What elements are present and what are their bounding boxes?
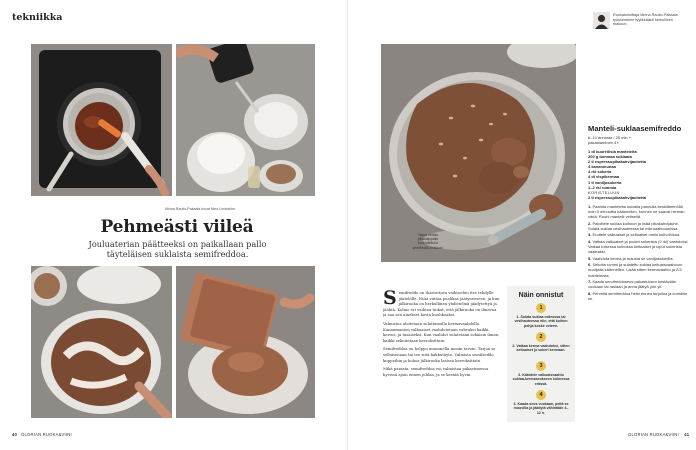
page-number-left: 40 [12,432,18,437]
recipe-title: Manteli-suklaasemifreddo [588,124,682,133]
method-step: 1. Paahda manteleita kuivalla pannulla keskilämmöllä noin 5 minuuttia käännellen, kunnes ne saavat hieman väriä. Rouhi mantelit veitsellä. [588,203,685,220]
deck: Jouluaterian päätteeksi on paikallaan pallo täyteläisen suklaista semifreddoa. [88,239,267,259]
photo-finished-tin [176,266,315,418]
step-number-3: 3 [536,361,546,371]
headline: Pehmeästi viileä [100,217,254,237]
folding-mixture-image [31,266,172,418]
melting-chocolate-image [31,44,172,196]
method-step: 7. Kaada semifreddoseos pakastuksen kestävään vuokaan tai rasiaan ja anna jäätyä yön yli. [588,279,677,290]
ingredient: 4 rkl sokeria [588,169,612,175]
author-avatar [593,12,610,29]
photo-semifreddo-scoops [381,44,576,262]
step-number-4: 4 [536,390,546,400]
folio-left [12,432,72,437]
method-step: 2. Paloittele suklaa kulhoon ja lisää pikakahvijauhe. Sulata suklaa vesihauteessa tai mikroaaltouunissa. [588,220,679,231]
author-bio: Ruokatoimittaja Minna Rautio-Pakaala työskentelee tyylikkäästi herkullisen makuun. [613,13,678,27]
magazine-name-left: GLORIAN RUOKA&VIINI [21,432,72,437]
photo-caption: Tarjoa herkku pikakaljupallo kuorrutettuna semifreddo-makuun. [412,233,444,250]
method-step: 6. Sekoita rommi ja sulatettu suklaa keltuaisvaahtoon nuolijalla käännellen. Lisää sitten kermavaahto ja 2/3 manteleista. [588,262,683,278]
method-list [588,204,690,301]
page-number-right: 41 [684,432,690,437]
ingredient: 1 dl kuorellisia manteleita [588,149,637,154]
photo-folding-mixture [31,266,172,418]
ingredient: 2 tl espressopikakahvijauhetta [588,159,647,165]
whipping-cream-image [176,44,315,196]
recipe-yield: 6–10 annosta / 25 min + pakastaminen 4 t [588,135,632,145]
method-step: 8. Pehmitä semifreddoa hetki ennen tarjoilua ja koristele se. [588,290,688,301]
step-text-1: 1. Sulata suklaa mikrossa tai vesihauteessa niin, että kulhon pohja koske veteen. [514,315,568,328]
folio-right [628,432,689,437]
step-text-4: 4. Kaada seos vuokaan, peitä se muovilla ja jäädytä vähintään 4–12 h. [513,402,569,415]
steps-box [507,286,575,422]
body-paragraph-3: Semifreddoa on helppo muunnella monin tavoin. Tarjoa se sellaisenaan tai tee siitä kakkutäyte. Valmista semifreddo kuppeihin ja kokoa jälkiruoka lasissa kerroksittain. [383,346,496,363]
step-text-3: 3. Kääntele valkuaisvaahto suklaa-kermaseokseen kolmessa erässä. [512,373,570,386]
steps-title: Näin onnistut [518,292,564,299]
section-tag: tekniikka [12,12,63,23]
semifreddo-scoops-image [381,44,576,262]
method-step: 5. Vaahdota kerma ja mausta se vaniljasokerilla. [588,255,674,261]
photo-melting-chocolate [31,44,172,196]
garnish-heading: KORISTELUUN [588,189,620,195]
step-text-2: 2. Vatkaa kerma vaahdoksi, sitten keltuaiset ja sokeri kermaan. [512,344,570,353]
ingredient: 4 dl vispikermaa [588,174,620,180]
recipe [588,124,690,303]
step-number-1: 1 [536,303,546,313]
finished-tin-image [176,266,315,418]
ingredient-list [588,149,690,200]
ingredient: 200 g tummaa suklaata [588,154,632,160]
body-paragraph-4: Mikä parasta, semifreddoa voi valmistaa pakastimessa hyvissä ajoin ennen juhlaa, ja se kestää hyvin. [383,366,489,377]
avatar-image [593,12,610,29]
method-step: 4. Vatkaa valkuaiset ja puolet sokerista (2 rkl) vaahdoksi. Vatkaa toisessa kulhossa keltuaiset ja loput sokerista vaaleaksi. [588,239,689,255]
photo-whipping-cream [176,44,315,196]
step-number-2: 2 [536,332,546,342]
method-step: 3. Erottele valkuaiset ja keltuaiset omiin kulhoihinsa. [588,232,681,238]
ingredient: 1–2 rkl rommia [588,184,617,190]
ingredient: 1 tl vaniljasokeria [588,179,622,185]
garnish-item: 2 tl espressopikakahvijauhetta [588,194,647,200]
ingredient: 4 kananmunaa [588,164,616,170]
article-body [383,287,500,380]
magazine-name-right: GLORIAN RUOKA&VIINI [628,432,679,437]
body-paragraph-2: Valmistus aloitetaan sulattamalla kermavaahdolla. Kananmunien valkuaiset vaahdotetaan vahvaksi kaikki kerros, ja tasaiseksi. Kun vaahdot sulatetaan sekaisin ilman, kaikki sekoitetaan kerroksittain. [383,320,500,343]
body-paragraph-1: Semifreddo on ihastuttava vaihtoehto itse tehdylle jäätelölle. Nimi viittaa puolikas jäätyneeseen, ja kun jälkiruoka on herkullinen yhdistelmä jäädytettyä ja jäähtä. Kolme eri vaihtoa tiukat, että jälkiruoka on ilmavaa ja saa sen ainekset kovin kuohkeaksi. [383,287,500,318]
photo-credits: Minna Rautio-Pakaala kuvat Nina Lindström [164,207,236,211]
dropcap: S [383,287,397,309]
